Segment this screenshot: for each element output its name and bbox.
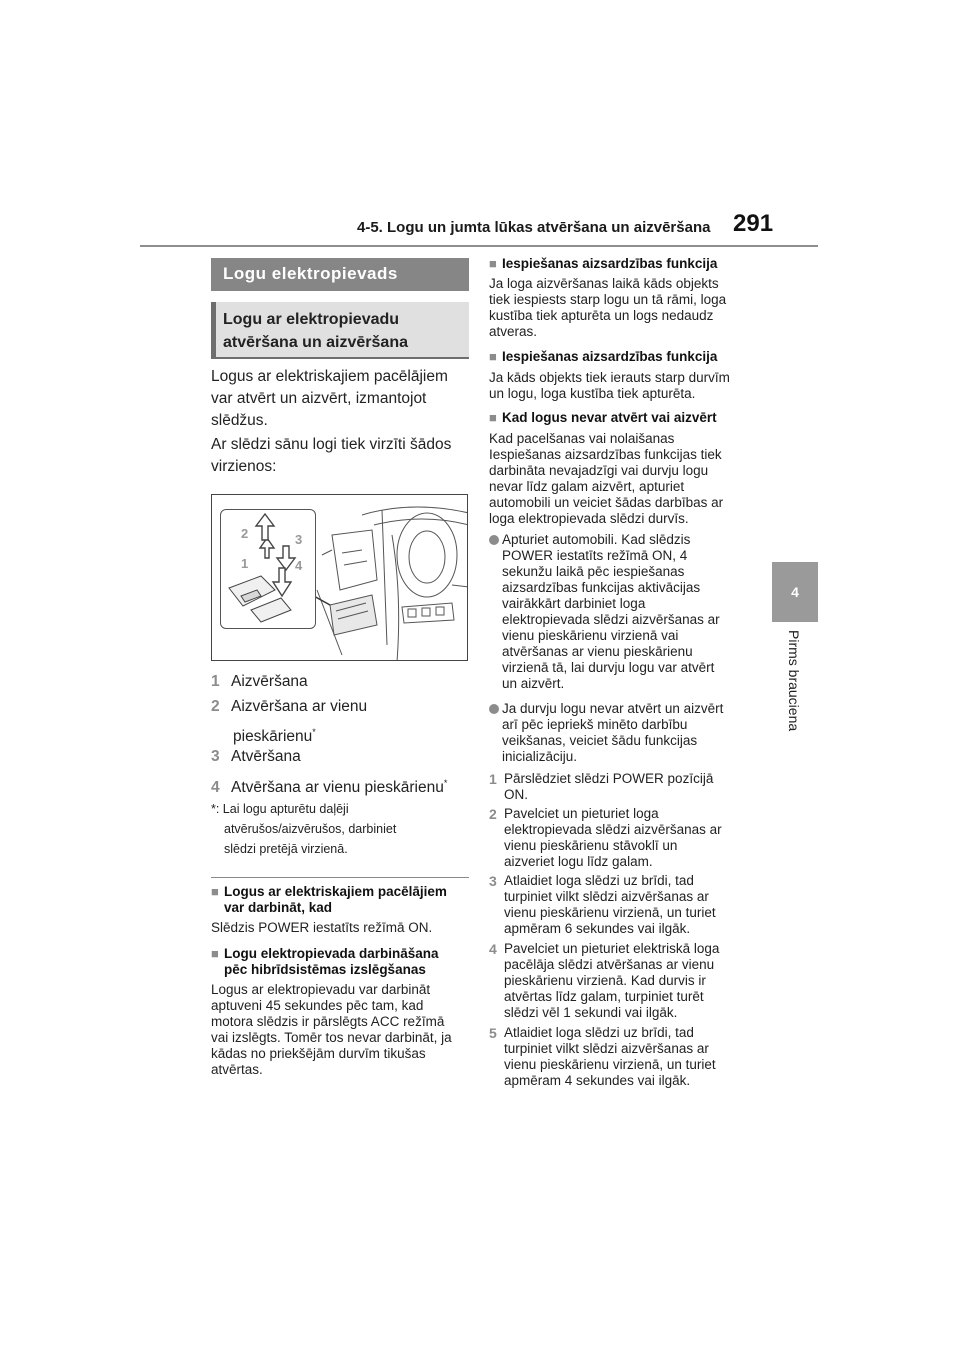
figure-label-3: 3 bbox=[295, 532, 303, 547]
note-heading: ■ Iespiešanas aizsardzības funkcija bbox=[489, 256, 718, 271]
bullet-dot-icon bbox=[489, 535, 499, 545]
chapter-number: 4 bbox=[791, 584, 799, 600]
note-body: Ja kāds objekts tiek ierauts starp durvīm un logu, loga kustība tiek apturēta. bbox=[489, 370, 730, 401]
step-item: 5 Atlaidiet loga slēdzi uz brīdi, tad turpiniet vilkt slēdzi aizvēršanas ar vienu pieskārienu virzienā, un turiet apmēram 4 sekundes vai ilgāk. bbox=[489, 1025, 716, 1088]
footnote: *: Lai logu apturētu daļēji atvērušos/aizvērušos, darbiniet slēdzi pretējā virzienā. bbox=[211, 802, 397, 856]
note-body: Slēdzis POWER iestatīts režīmā ON. bbox=[211, 920, 433, 935]
chapter-tab bbox=[772, 562, 818, 622]
figure-label-1: 1 bbox=[241, 556, 249, 571]
note-heading: ■ Logus ar elektriskajiem pacēlājiem var darbināt, kad bbox=[211, 884, 447, 915]
chapter-label: Pirms brauciena bbox=[786, 630, 802, 732]
section-header-title: 4-5. Logu un jumta lūkas atvēršana un aizvēršana bbox=[357, 219, 711, 236]
window-switch-illustration bbox=[211, 494, 468, 661]
list-item: 2 Aizvēršana ar vienu pieskārienu* bbox=[211, 698, 368, 746]
figure-label-2: 2 bbox=[241, 526, 249, 541]
section-heading: Logu elektropievads bbox=[211, 258, 469, 291]
note-body: Kad pacelšanas vai nolaišanas Iespiešanas aizsardzības funkcijas tiek darbināta nevajadzīgi vai durvju logu nevar līdz galam aizvērt, apturiet automobili un veiciet šādas darbības ar loga elektropievada slēdzi durvīs. bbox=[489, 431, 724, 526]
subsection-heading: Logu ar elektropievadu atvēršana un aizvēršana bbox=[223, 311, 408, 351]
bullet-dot-icon bbox=[489, 704, 499, 714]
note-body: Ja loga aizvēršanas laikā kāds objekts tiek iespiests starp logu un tā rāmi, loga kustība tiek apturēta un logs nedaudz atveras. bbox=[489, 276, 727, 339]
step-item: 3 Atlaidiet loga slēdzi uz brīdi, tad turpiniet vilkt slēdzi aizvēršanas ar vienu pieskārienu virzienā, un turiet apmēram 6 sekundes vai ilgāk. bbox=[489, 873, 716, 936]
intro-paragraph-2: Ar slēdzi sānu logi tiek virzīti šādos virzienos: bbox=[211, 436, 452, 475]
note-heading: ■ Iespiešanas aizsardzības funkcija bbox=[489, 349, 718, 364]
subsection-heading-box bbox=[211, 302, 469, 359]
subsection-accent bbox=[211, 302, 216, 357]
list-item: 4 Atvēršana ar vienu pieskārienu* bbox=[211, 778, 448, 797]
step-item: 2 Pavelciet un pieturiet loga elektropievada slēdzi aizvēršanas ar vienu pieskārienu stāvoklī un aizveriet logu līdz galam. bbox=[489, 806, 722, 869]
bullet-item: Apturiet automobili. Kad slēdzis POWER iestatīts režīmā ON, 4 sekunžu laikā pēc iespiešanas aizsardzības funkcijas aktivācijas vairākkārt darbiniet loga elektropievada slēdzi aizvēršanas ar vienu pieskārienu virzienā vai atvēršanas ar vienu pieskārienu virzienā tā, lai durvju logu var atvērt un aizvērt. bbox=[489, 532, 751, 692]
list-item: 3 Atvēršana bbox=[211, 748, 301, 765]
list-item: 1 Aizvēršana bbox=[211, 673, 308, 690]
step-item: 1 Pārslēdziet slēdzi POWER pozīcijā ON. bbox=[489, 771, 714, 802]
switch-detail-drawing bbox=[221, 510, 315, 628]
bullet-item: Ja durvju logu nevar atvērt un aizvērt arī pēc iepriekš minēto darbību veikšanas, veiciet šādu funkcijas inicializāciju. bbox=[489, 701, 751, 765]
intro-paragraph-1: Logus ar elektriskajiem pacēlājiem var atvērt un aizvērt, izmantojot slēdžus. bbox=[211, 368, 448, 429]
chapter-label-wrap bbox=[782, 630, 806, 780]
header-rule bbox=[140, 245, 818, 247]
note-body: Logus ar elektropievadu var darbināt aptuveni 45 sekundes pēc tam, kad motora slēdzis ir pārslēgts ACC režīmā vai izslēgts. Tomēr tos nevar darbināt, ja kādas no priekšējām durvīm tikušas atvērtas. bbox=[211, 982, 452, 1077]
page-number: 291 bbox=[733, 210, 774, 237]
step-item: 4 Pavelciet un pieturiet elektriskā loga pacēlāja slēdzi atvēršanas ar vienu pieskārienu virzienā. Kad durvis ir atvērtas līdz galam, turpiniet turēt slēdzi vēl 1 sekundi vai ilgāk. bbox=[489, 941, 720, 1020]
switch-detail-inset bbox=[220, 509, 316, 629]
section-divider bbox=[211, 877, 469, 878]
note-heading: ■ Kad logus nevar atvērt vai aizvērt bbox=[489, 410, 717, 425]
note-heading: ■ Logu elektropievada darbināšana pēc hibrīdsistēmas izslēgšanas bbox=[211, 946, 439, 977]
figure-label-4: 4 bbox=[295, 558, 303, 573]
